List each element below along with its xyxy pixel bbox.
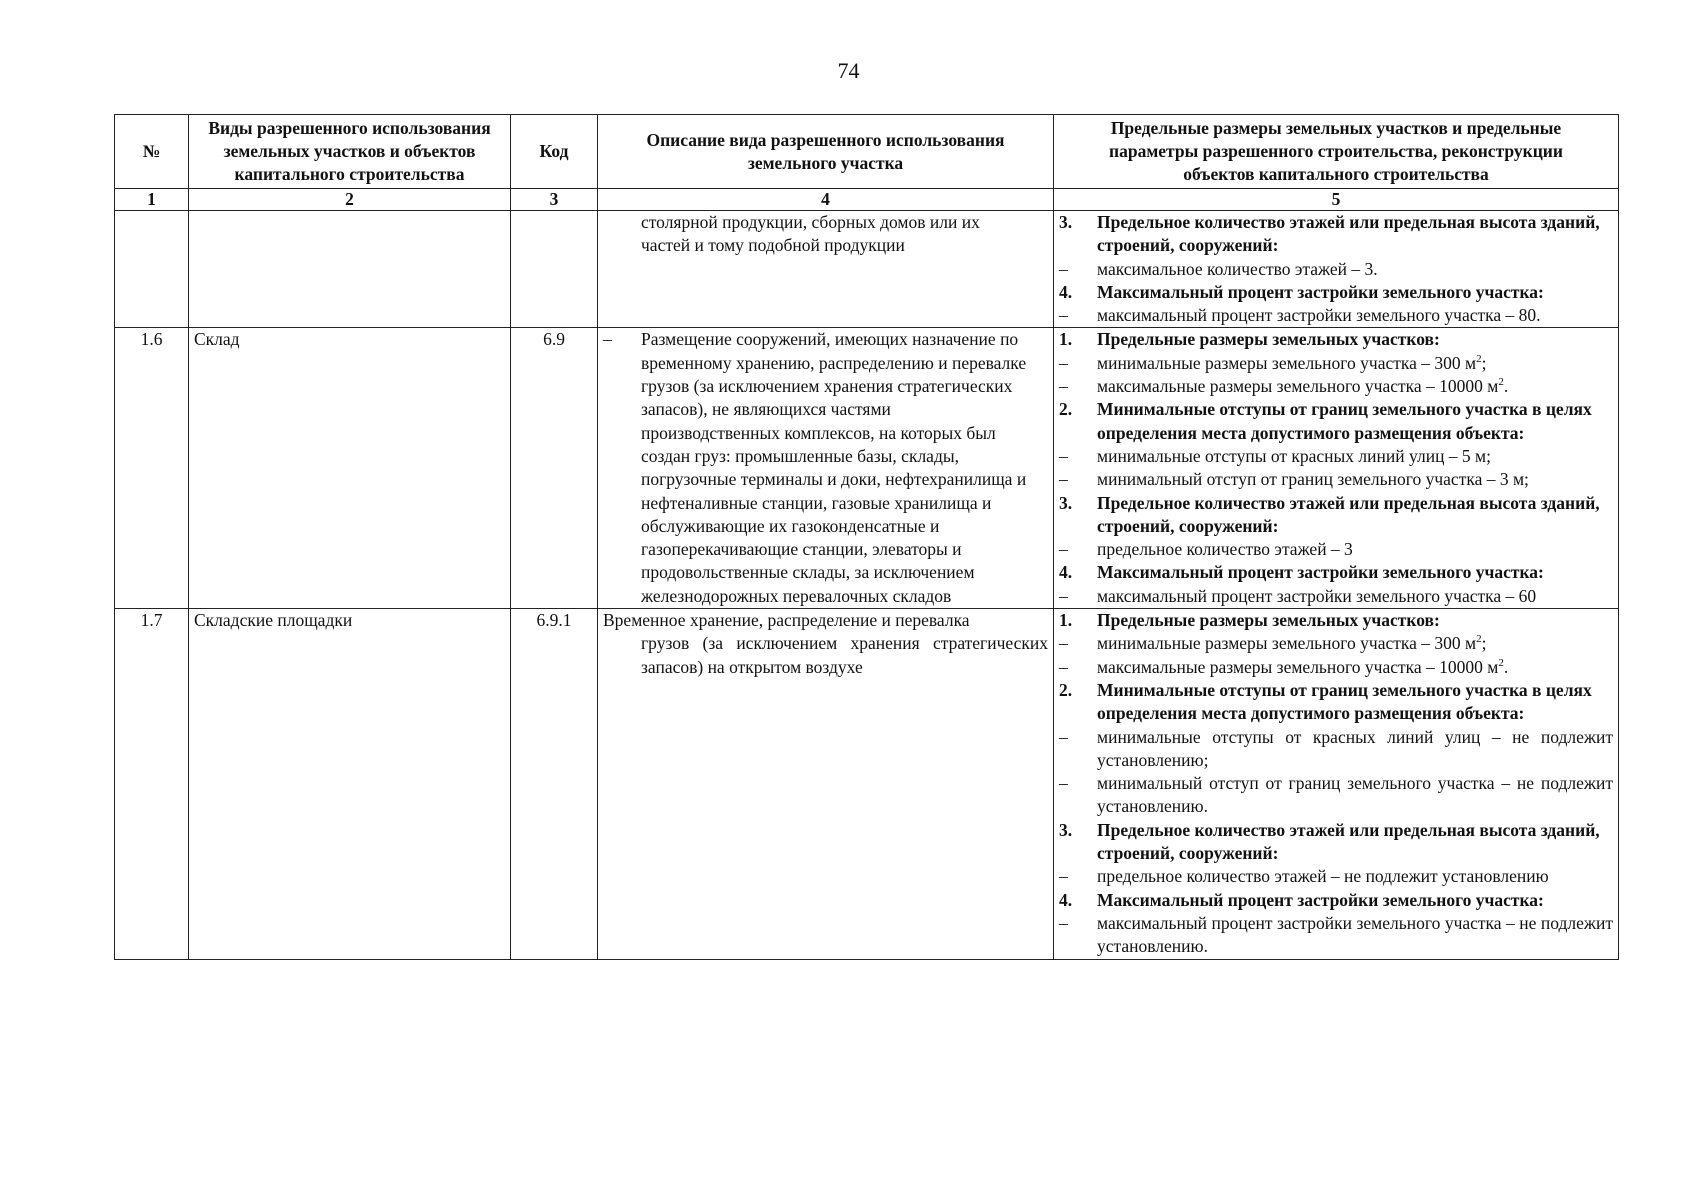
param-item (1059, 561, 1613, 584)
param-item (1059, 468, 1613, 491)
param-marker: – (1059, 912, 1068, 933)
param-item (1059, 492, 1613, 539)
param-item (1059, 352, 1613, 375)
header-use-types: Виды разрешенного использования земельных участков и объектов капитального строительства (189, 115, 511, 189)
param-text: минимальные размеры земельного участка – 300 м (1097, 352, 1477, 373)
row-number: 1.7 (115, 609, 189, 959)
param-text: максимальный процент застройки земельного участка – 60 (1097, 585, 1537, 606)
row-parameters (1054, 328, 1619, 609)
param-tail: . (1503, 656, 1509, 677)
param-text: Предельное количество этажей или предельная высота зданий, строений, сооружений: (1097, 212, 1600, 256)
param-marker: – (1059, 352, 1068, 373)
param-marker: – (1059, 656, 1068, 677)
param-text: минимальный отступ от границ земельного участка – не подлежит установлению. (1097, 773, 1613, 817)
param-item (1059, 445, 1613, 468)
param-item (1059, 679, 1613, 726)
param-item (1059, 772, 1613, 819)
row-code: 6.9.1 (511, 609, 598, 959)
param-text: минимальные отступы от красных линий улиц – 5 м; (1097, 445, 1491, 466)
param-text: максимальные размеры земельного участка – 10000 м (1097, 376, 1499, 397)
param-marker: 4. (1059, 889, 1073, 910)
param-item (1059, 585, 1613, 608)
param-tail: ; (1481, 633, 1487, 654)
param-marker: – (1059, 258, 1068, 279)
param-marker: 3. (1059, 212, 1073, 232)
param-text: предельное количество этажей – не подлежит установлению (1097, 866, 1549, 887)
param-item (1059, 726, 1613, 773)
page-number: 74 (837, 58, 860, 83)
description-text: Размещение сооружений, имеющих назначение по временному хранению, распределению и перевалке грузов (за исключением хранения стратегических запасов), не являющихся частями производственных комплексов, на которых был создан груз: промышленные базы, склады, погрузочные терминалы и доки, нефтехранилища и нефтеналивные станции, газовые хранилища и обслуживающие их газоконденсатные и газоперекачивающие станции, элеваторы и продовольственные склады, за исключением железнодорожных перевалочных складов (641, 329, 1027, 606)
description-line: Временное хранение, распределение и перевалка (603, 610, 970, 631)
header-number: № (115, 115, 189, 189)
column-number: 5 (1054, 189, 1619, 211)
row-use-type (189, 211, 511, 328)
param-marker: – (1059, 726, 1068, 747)
param-marker: 3. (1059, 492, 1073, 513)
param-item (1059, 375, 1613, 398)
column-number-row (115, 189, 1619, 211)
land-use-table (114, 114, 1619, 960)
param-text: максимальное количество этажей – 3. (1097, 258, 1378, 279)
param-text: максимальный процент застройки земельного участка – 80. (1097, 305, 1541, 326)
param-marker: 2. (1059, 679, 1073, 700)
description-line: частей и тому подобной продукции (641, 235, 905, 256)
param-marker: 3. (1059, 819, 1073, 840)
param-item (1059, 609, 1613, 632)
param-item (1059, 865, 1613, 888)
row-code (511, 211, 598, 328)
row-use-type: Складские площадки (189, 609, 511, 959)
param-text: минимальные отступы от красных линий улиц – не подлежит установлению; (1097, 726, 1613, 770)
param-marker: – (1059, 585, 1068, 606)
param-text: Максимальный процент застройки земельного участка: (1097, 889, 1544, 910)
header-code: Код (511, 115, 598, 189)
param-item (1059, 632, 1613, 655)
row-parameters (1054, 609, 1619, 959)
param-marker: – (1059, 305, 1068, 326)
param-text-wrap (1097, 375, 1613, 398)
row-description (598, 609, 1054, 959)
param-sup: 2 (1476, 352, 1482, 365)
param-item (1059, 398, 1613, 445)
param-text: Минимальные отступы от границ земельного участка в целях определения места допустимого размещения объекта: (1097, 679, 1592, 724)
param-item (1059, 656, 1613, 679)
param-text: Предельные размеры земельных участков: (1097, 329, 1440, 350)
param-text: Минимальные отступы от границ земельного участка в целях определения места допустимого размещения объекта: (1097, 399, 1592, 443)
row-number (115, 211, 189, 328)
param-text: Максимальный процент застройки земельного участка: (1097, 281, 1544, 302)
table-row (115, 211, 1619, 328)
param-sup: 2 (1498, 376, 1504, 389)
description-marker: – (603, 329, 612, 350)
param-text: минимальные размеры земельного участка – 300 м (1097, 633, 1477, 654)
param-marker: – (1059, 445, 1068, 466)
header-description: Описание вида разрешенного использования земельного участка (598, 115, 1054, 189)
header-row (115, 115, 1619, 189)
param-text-wrap (1097, 352, 1613, 375)
param-sup: 2 (1476, 633, 1482, 646)
param-marker: – (1059, 866, 1068, 887)
param-item (1059, 211, 1613, 258)
table-row (115, 328, 1619, 609)
param-marker: 4. (1059, 562, 1073, 583)
param-sup: 2 (1498, 656, 1504, 669)
param-text-wrap (1097, 656, 1613, 679)
param-marker: – (1059, 469, 1068, 490)
param-item (1059, 281, 1613, 304)
row-code: 6.9 (511, 328, 598, 609)
param-marker: – (1059, 376, 1068, 397)
param-text: максимальный процент застройки земельного участка – не подлежит установлению. (1097, 912, 1613, 957)
param-marker: – (1059, 539, 1068, 560)
param-text-wrap (1097, 632, 1613, 655)
param-item (1059, 912, 1613, 959)
row-description (598, 328, 1054, 609)
param-item (1059, 258, 1613, 281)
param-text: максимальные размеры земельного участка – 10000 м (1097, 656, 1499, 677)
param-text: Предельные размеры земельных участков: (1097, 610, 1440, 631)
param-marker: 1. (1059, 329, 1073, 350)
param-text: Максимальный процент застройки земельного участка: (1097, 562, 1544, 583)
param-marker: – (1059, 633, 1068, 654)
row-parameters (1054, 211, 1619, 328)
param-text: Предельное количество этажей или предельная высота зданий, строений, сооружений: (1097, 492, 1600, 536)
column-number: 3 (511, 189, 598, 211)
param-item (1059, 819, 1613, 866)
param-text: минимальный отступ от границ земельного участка – 3 м; (1097, 469, 1529, 490)
column-number: 1 (115, 189, 189, 211)
param-item (1059, 889, 1613, 912)
row-number: 1.6 (115, 328, 189, 609)
row-description (598, 211, 1054, 328)
row-use-type: Склад (189, 328, 511, 609)
description-item (603, 328, 1048, 608)
param-item (1059, 304, 1613, 327)
param-marker: 4. (1059, 281, 1073, 302)
column-number: 4 (598, 189, 1054, 211)
param-tail: ; (1481, 352, 1487, 373)
param-marker: 1. (1059, 610, 1073, 631)
param-item (1059, 538, 1613, 561)
param-text: Предельное количество этажей или предельная высота зданий, строений, сооружений: (1097, 819, 1600, 864)
param-tail: . (1503, 376, 1509, 397)
description-line: столярной продукции, сборных домов или их (641, 212, 980, 232)
header-parameters: Предельные размеры земельных участков и предельные параметры разрешенного строительства, реконструкции объектов капитального строительства (1054, 115, 1619, 189)
param-marker: 2. (1059, 399, 1073, 420)
column-number: 2 (189, 189, 511, 211)
param-item (1059, 328, 1613, 351)
description-text: грузов (за исключением хранения стратегических запасов) на открытом воздухе (641, 633, 1048, 677)
param-text: предельное количество этажей – 3 (1097, 539, 1353, 560)
table-row (115, 609, 1619, 959)
param-marker: – (1059, 773, 1068, 794)
